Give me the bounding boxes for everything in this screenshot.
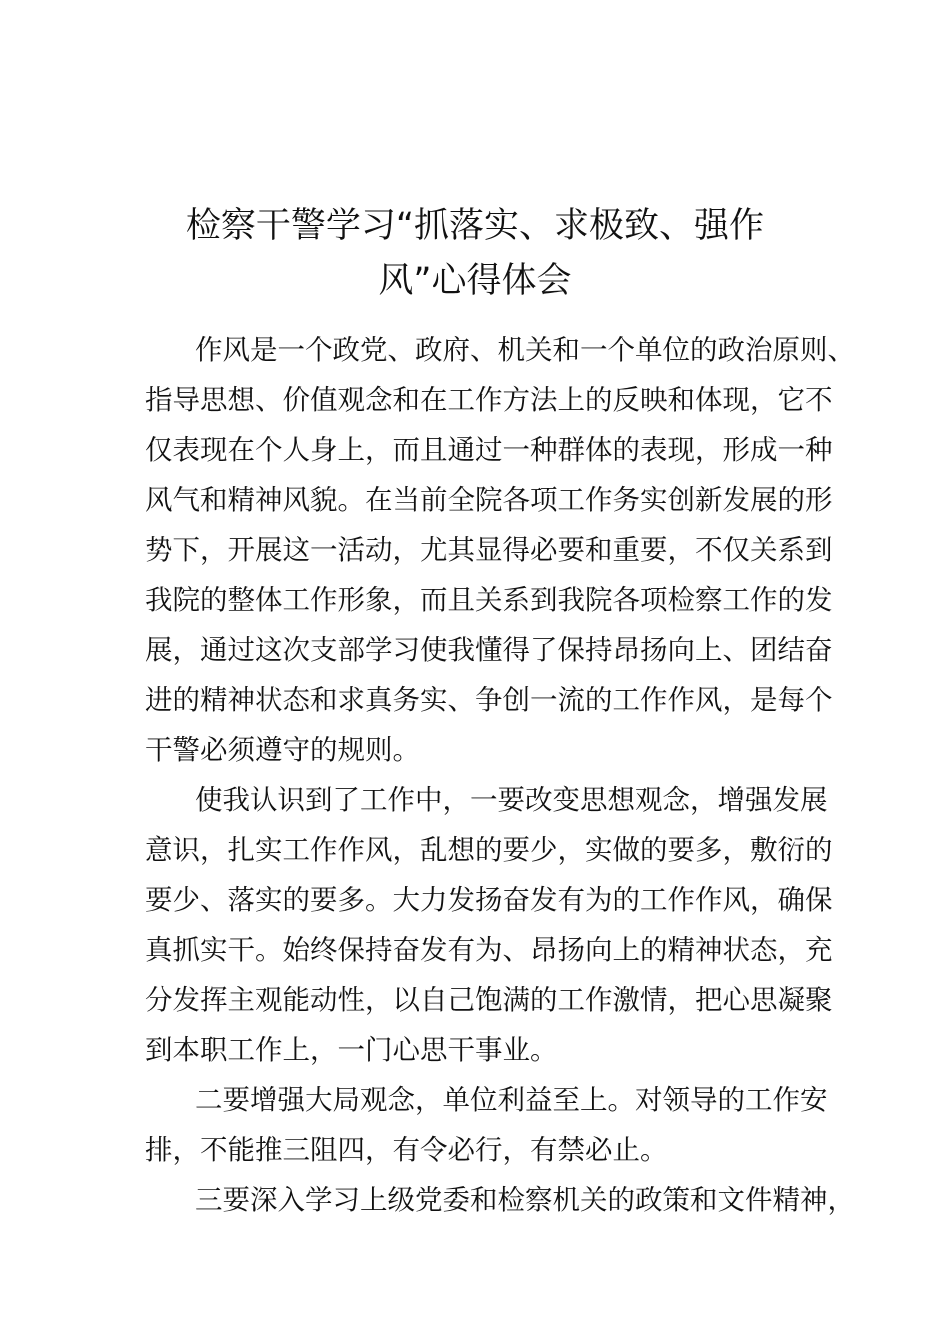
paragraph-4 <box>145 1175 855 1225</box>
text-line: 我院的整体工作形象，而且关系到我院各项检察工作的发 <box>145 584 833 616</box>
text-line: 仅表现在个人身上，而且通过一种群体的表现，形成一种 <box>145 434 833 466</box>
document-body <box>145 325 855 1225</box>
title-line: 检察干警学习“抓落实、求极致、强作 <box>185 206 765 247</box>
paragraph-1 <box>145 325 855 775</box>
text-line: 干警必须遵守的规则。 <box>145 734 420 766</box>
text-line: 作风是一个政党、政府、机关和一个单位的政治原则、 <box>195 334 855 366</box>
text-line: 分发挥主观能动性，以自己饱满的工作激情，把心思凝聚 <box>145 984 833 1016</box>
document-title <box>150 199 800 309</box>
text-line: 进的精神状态和求真务实、争创一流的工作作风，是每个 <box>145 684 833 716</box>
text-line: 使我认识到了工作中，一要改变思想观念，增强发展 <box>195 784 828 816</box>
text-line: 真抓实干。始终保持奋发有为、昂扬向上的精神状态，充 <box>145 934 833 966</box>
text-line: 二要增强大局观念，单位利益至上。对领导的工作安 <box>195 1084 828 1116</box>
text-line: 展，通过这次支部学习使我懂得了保持昂扬向上、团结奋 <box>145 634 833 666</box>
text-line: 三要深入学习上级党委和检察机关的政策和文件精神， <box>195 1184 855 1216</box>
text-line: 排，不能推三阻四，有令必行，有禁必止。 <box>145 1134 668 1166</box>
text-line: 要少、落实的要多。大力发扬奋发有为的工作作风，确保 <box>145 884 833 916</box>
paragraph-3 <box>145 1075 828 1175</box>
text-line: 势下，开展这一活动，尤其显得必要和重要，不仅关系到 <box>145 534 833 566</box>
text-line: 到本职工作上，一门心思干事业。 <box>145 1034 558 1066</box>
text-line: 意识，扎实工作作风，乱想的要少，实做的要多，敷衍的 <box>145 834 833 866</box>
paragraph-2 <box>145 775 833 1075</box>
text-line: 指导思想、价值观念和在工作方法上的反映和体现，它不 <box>145 384 833 416</box>
text-line: 风气和精神风貌。在当前全院各项工作务实创新发展的形 <box>145 484 833 516</box>
title-line: 风”心得体会 <box>378 261 572 302</box>
